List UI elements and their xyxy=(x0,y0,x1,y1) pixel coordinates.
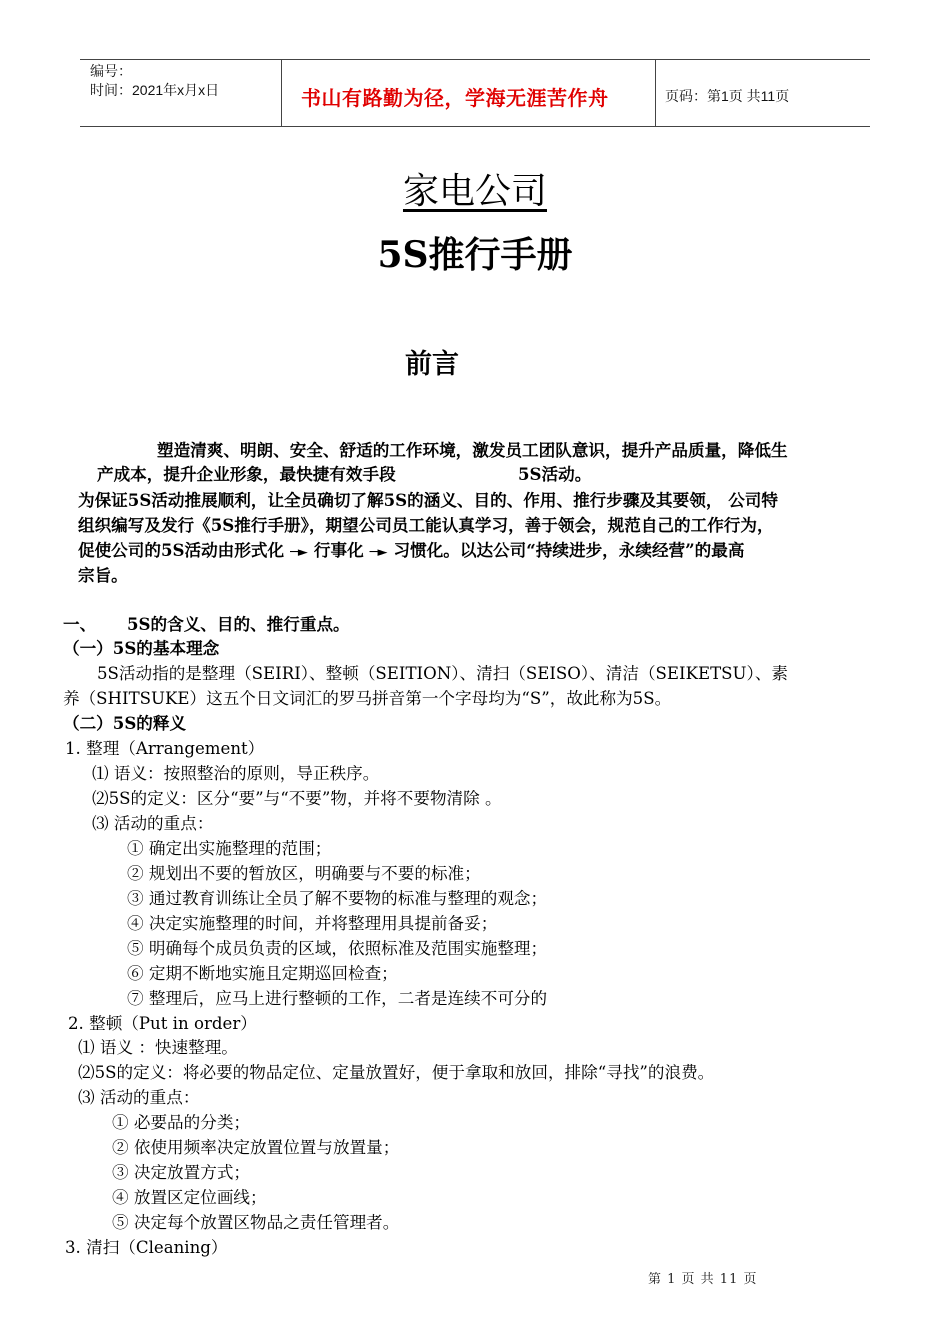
item2-title: 2. 整顿（Put in order） xyxy=(68,1014,257,1033)
subsection1-line1: 5S活动指的是整理（SEIRI）、整顿（SEITION）、清扫（SEISO）、清洁（SEIKETSU）、素 xyxy=(97,664,789,683)
list-item: ⑤ 决定每个放置区物品之责任管理者。 xyxy=(112,1213,400,1232)
preface-p1-line2b: 5S活动。 xyxy=(518,464,592,484)
time-label: 时间：2021年x月x日 xyxy=(90,82,220,98)
preface-p1-line2a: 产成本，提升企业形象，最快捷有效手段 xyxy=(97,464,396,484)
preface-p2-line3 xyxy=(78,537,744,561)
arrow-right-icon: ─► xyxy=(290,545,308,560)
subsection1-heading: （一）5S的基本理念 xyxy=(63,638,220,658)
preface-p2-line1: 为保证5S活动推展顺利，让全员确切了解5S的涵义、目的、作用、推行步骤及其要领， 公司特 xyxy=(78,490,778,510)
item3-title: 3. 清扫（Cleaning） xyxy=(65,1238,228,1257)
list-item: ④ 放置区定位画线； xyxy=(112,1188,267,1207)
arrow-right-icon: ─► xyxy=(369,545,388,560)
stage-execution: 行事化 xyxy=(313,540,364,560)
motto: 书山有路勤为径，学海无涯苦作舟 xyxy=(301,86,609,110)
list-item: ④ 决定实施整理的时间，并将整理用具提前备妥； xyxy=(127,914,498,933)
item2-focus-title: ⑶ 活动的重点： xyxy=(78,1088,200,1107)
serial-label: 编号： xyxy=(90,63,132,79)
list-item: ⑦ 整理后，应马上进行整顿的工作，二者是连续不可分的 xyxy=(127,989,548,1008)
list-item: ⑤ 明确每个成员负责的区域，依照标准及范围实施整理； xyxy=(127,939,548,958)
preface-p2-line2: 组织编写及发行《5S推行手册》，期望公司员工能认真学习，善于领会，规范自己的工作行为， xyxy=(78,515,774,535)
item2-definition: ⑵5S的定义：将必要的物品定位、定量放置好，便于拿取和放回，排除“寻找”的浪费。 xyxy=(78,1063,715,1082)
preface-p2-line4: 宗旨。 xyxy=(78,565,128,585)
list-item: ② 规划出不要的暂放区，明确要与不要的标准； xyxy=(127,864,481,883)
list-item: ③ 决定放置方式； xyxy=(112,1163,251,1182)
document-title-company: 家电公司 xyxy=(402,171,547,212)
item1-meaning: ⑴ 语义：按照整治的原则，导正秩序。 xyxy=(92,764,380,783)
item2-meaning: ⑴ 语义 ：快速整理。 xyxy=(78,1038,238,1057)
item1-title: 1. 整理（Arrangement） xyxy=(65,739,265,758)
section1-number: 一、 xyxy=(63,614,97,634)
list-item: ① 确定出实施整理的范围； xyxy=(127,839,332,858)
section1-heading: 5S的含义、目的、推行重点。 xyxy=(127,614,350,634)
header-divider-right xyxy=(655,59,656,127)
list-item: ① 必要品的分类； xyxy=(112,1113,251,1132)
preface-heading: 前言 xyxy=(405,349,459,380)
list-item: ② 依使用频率决定放置位置与放置量； xyxy=(112,1138,400,1157)
item1-definition: ⑵5S的定义：区分“要”与“不要”物，并将不要物清除 。 xyxy=(92,789,502,808)
page-footer: 第 1 页 共 11 页 xyxy=(648,1272,758,1287)
page-info: 页码：第1页 共11页 xyxy=(665,88,790,104)
list-item: ⑥ 定期不断地实施且定期巡回检查； xyxy=(127,964,398,983)
subsection1-line2: 养（SHITSUKE）这五个日文词汇的罗马拼音第一个字母均为“S”，故此称为5S。 xyxy=(63,689,672,708)
subsection2-heading: （二）5S的释义 xyxy=(63,713,187,733)
header-top-rule xyxy=(80,59,870,60)
list-item: ③ 通过教育训练让全员了解不要物的标准与整理的观念； xyxy=(127,889,548,908)
document-title-manual: 5S推行手册 xyxy=(377,234,573,276)
item1-focus-title: ⑶ 活动的重点： xyxy=(92,814,214,833)
stage-habit: 习惯化。以达公司“持续进步，永续经营”的最高 xyxy=(393,540,745,560)
preface-p1-line1: 塑造清爽、明朗、安全、舒适的工作环境，激发员工团队意识，提升产品质量，降低生 xyxy=(157,440,788,460)
stage-formalization: 促使公司的5S活动由形式化 xyxy=(78,540,285,560)
header-divider-left xyxy=(281,59,282,127)
header-bottom-rule xyxy=(80,126,870,127)
